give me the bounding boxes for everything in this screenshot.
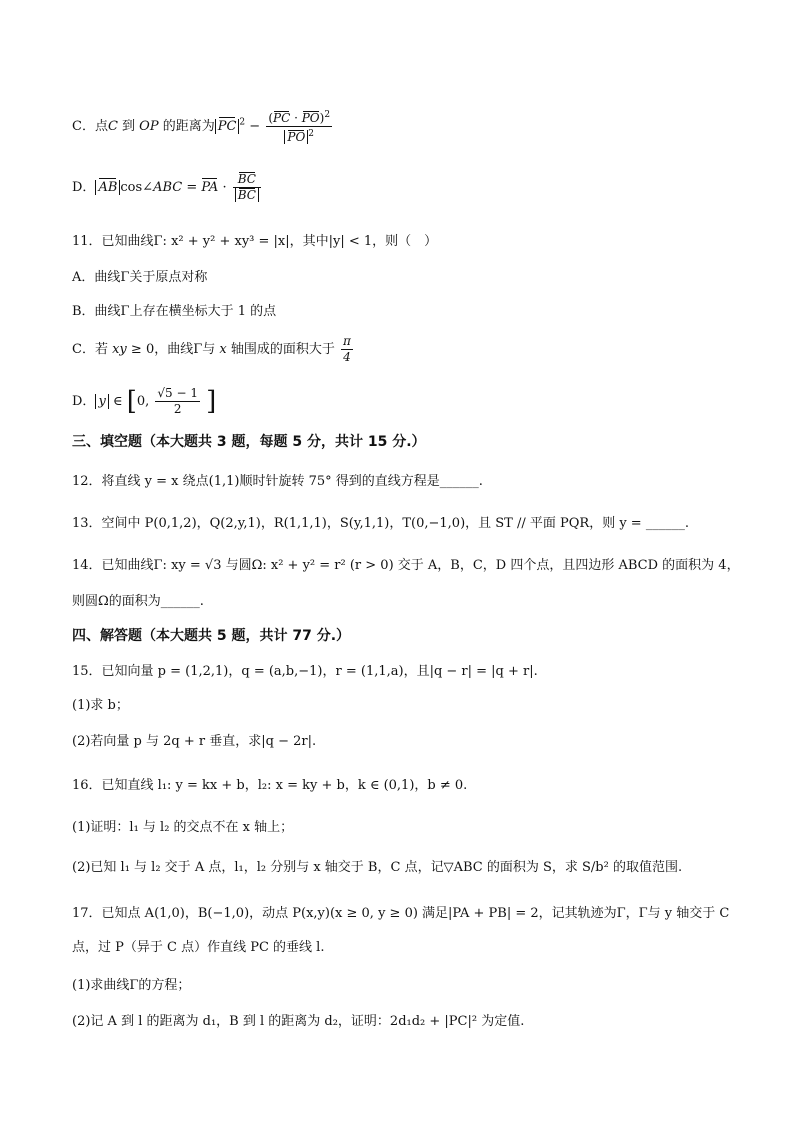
question-16: 16．已知直线 l₁: y = kx + b，l₂: x = ky + b，k ∈ (0,1)，b ≠ 0. [72,778,468,793]
question-17-line1: 17．已知点 A(1,0)，B(−1,0)，动点 P(x,y)(x ≥ 0, y ≥ 0) 满足|PA + PB| = 2，记其轨迹为Γ，Γ与 y 轴交于 C [72,906,730,921]
question-15-part1: (1)求 b； [72,698,129,713]
question-11: 11．已知曲线Γ: x² + y² + xy³ = |x|，其中|y| < 1，则（ ） [72,234,438,249]
section-3-heading: 三、填空题（本大题共 3 题，每题 5 分，共计 15 分.） [72,434,426,450]
question-17-part1: (1)求曲线Γ的方程； [72,978,191,993]
option-d-q10: D． AB cos∠ABC = PA · $\frac{BC}{BC}$ [72,172,263,203]
question-17-part2: (2)记 A 到 l 的距离为 d₁，B 到 l 的距离为 d₂，证明：2d₁d₂ + |PC|² 为定值. [72,1014,525,1029]
section-4-heading: 四、解答题（本大题共 5 题，共计 77 分.） [72,628,351,644]
option-c-q11: C．若 xy ≥ 0，曲线Γ与 x 轴围成的面积大于 $\frac{\pi}{4}$ [72,334,351,364]
question-12: 12．将直线 y = x 绕点(1,1)顺时针旋转 75° 得到的直线方程是______. [72,474,483,489]
question-15: 15．已知向量 p = (1,2,1)，q = (a,b,−1)，r = (1,1,a)，且|q − r| = |q + r|. [72,664,538,679]
option-b-q11: B．曲线Γ上存在横坐标大于 1 的点 [72,304,277,319]
question-17-line2: 点，过 P（异于 C 点）作直线 PC 的垂线 l. [72,940,325,955]
option-d-q11: D． y ∈ [0, $\frac{√5 - 1}{2}$ ] [72,386,217,417]
question-16-part1: (1)证明：l₁ 与 l₂ 的交点不在 x 轴上； [72,820,294,835]
question-13: 13．空间中 P(0,1,2)，Q(2,y,1)，R(1,1,1)，S(y,1,1)，T(0,−1,0)，且 ST // 平面 PQR，则 y = ______. [72,516,689,531]
question-14-line2: 则圆Ω的面积为______. [72,594,204,609]
question-15-part2: (2)若向量 p 与 2q + r 垂直，求|q − 2r|. [72,734,317,749]
question-14-line1: 14．已知曲线Γ: xy = √3 与圆Ω: x² + y² = r² (r > 0) 交于 A，B，C，D 四个点，且四边形 ABCD 的面积为 4， [72,558,740,573]
option-a-q11: A．曲线Γ关于原点对称 [72,270,208,285]
question-16-part2: (2)已知 l₁ 与 l₂ 交于 A 点，l₁，l₂ 分别与 x 轴交于 B，C 点，记▽ABC 的面积为 S，求 S/b² 的取值范围. [72,860,683,875]
option-c-q10: C．点C 到 OP 的距离为 PC $^2$ − $\frac{(PC \cdot PO)^2}{PO ^2}$ [72,110,331,144]
